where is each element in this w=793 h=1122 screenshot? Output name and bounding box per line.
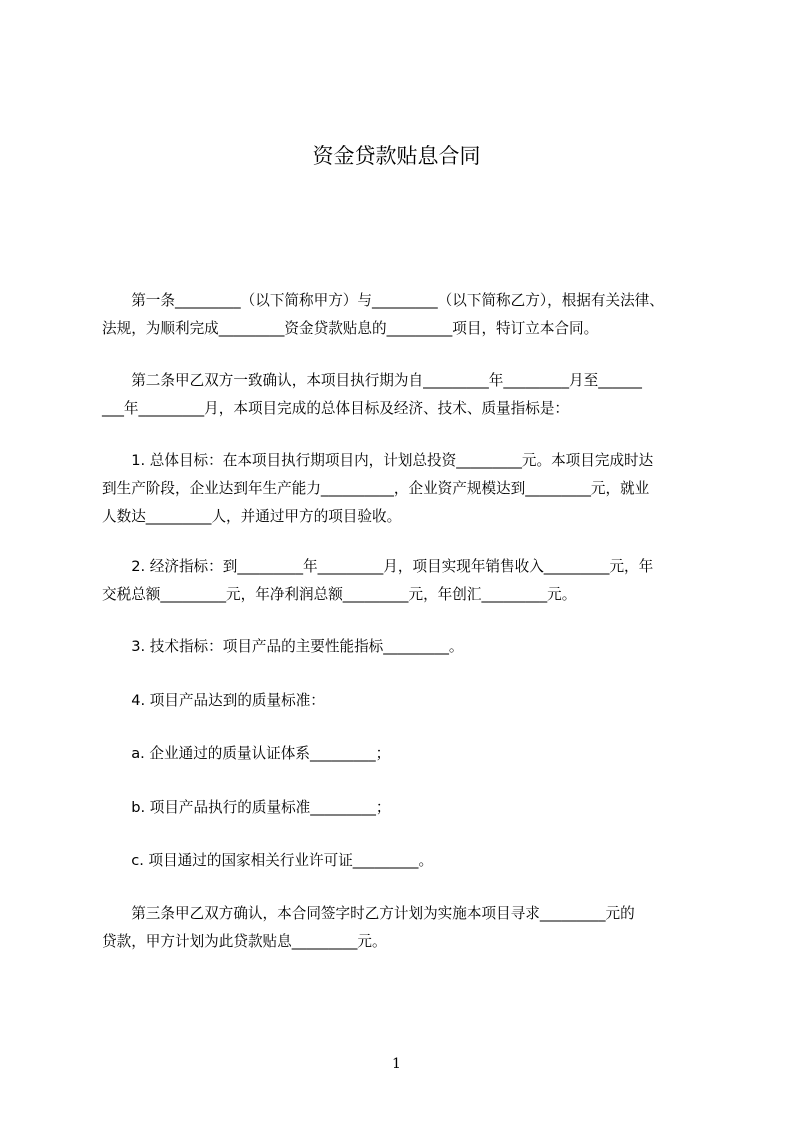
- paragraph-line: 交税总额_________元，年净利润总额_________元，年创汇_________元。: [102, 586, 577, 603]
- paragraph-line: 到生产阶段，企业达到年生产能力__________，企业资产规模达到_________元，就业: [102, 480, 650, 497]
- paragraph-line: 第一条_________（以下简称甲方）与_________（以下简称乙方），根据有关法律、: [102, 292, 664, 309]
- paragraph-line: 第三条甲乙双方确认，本合同签字时乙方计划为实施本项目寻求_________元的: [102, 905, 635, 922]
- paragraph-line: 贷款，甲方计划为此贷款贴息_________元。: [102, 933, 387, 950]
- quality-item-c: [102, 847, 712, 875]
- paragraph-line: b. 项目产品执行的质量标准_________；: [102, 799, 391, 816]
- paragraph-line: c. 项目通过的国家相关行业许可证_________。: [102, 852, 434, 869]
- paragraph-line: 1. 总体目标：在本项目执行期项目内，计划总投资_________元。本项目完成时达: [102, 452, 654, 469]
- paragraph-line: a. 企业通过的质量认证体系_________；: [102, 745, 391, 762]
- paragraph-line: 第二条甲乙双方一致确认，本项目执行期为自_________年_________月至______: [102, 372, 642, 389]
- quality-item-a: [102, 740, 712, 768]
- article-1-paragraph: [102, 287, 712, 343]
- overall-target-paragraph: [102, 447, 712, 531]
- paragraph-line: 人数达_________人，并通过甲方的项目验收。: [102, 508, 402, 525]
- paragraph-line: 法规，为顺利完成_________资金贷款贴息的_________项目，特订立本合同。: [102, 320, 599, 337]
- article-3-paragraph: [102, 900, 712, 956]
- economic-indicator-paragraph: [102, 553, 712, 609]
- quality-item-b: [102, 794, 712, 822]
- paragraph-line: ___年_________月，本项目完成的总体目标及经济、技术、质量指标是：: [102, 400, 570, 417]
- paragraph-line: 4. 项目产品达到的质量标准：: [102, 692, 325, 709]
- paragraph-line: 3. 技术指标：项目产品的主要性能指标_________。: [102, 638, 464, 655]
- article-2-paragraph: [102, 367, 712, 423]
- document-title: 资金贷款贴息合同: [312, 144, 481, 168]
- paragraph-line: 2. 经济指标：到_________年_________月，项目实现年销售收入_________元，年: [102, 558, 654, 575]
- quality-standard-heading: [102, 687, 712, 715]
- technical-indicator-paragraph: [102, 633, 712, 661]
- page-number: 1: [392, 1056, 401, 1072]
